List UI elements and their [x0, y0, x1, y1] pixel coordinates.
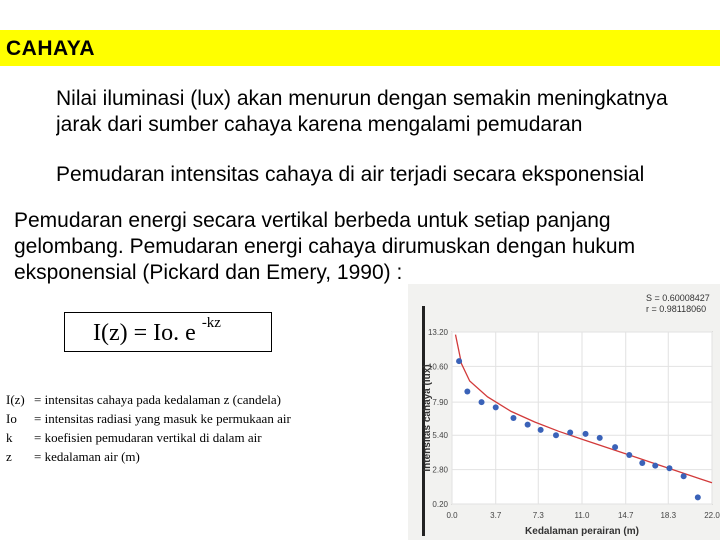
- x-tick-label: 14.7: [617, 511, 634, 520]
- y-tick-label: 0.20: [432, 500, 448, 509]
- data-point: [695, 494, 701, 500]
- slide-title: CAHAYA: [6, 37, 95, 60]
- data-point: [583, 431, 589, 437]
- x-tick-label: 0.0: [446, 511, 458, 520]
- y-tick-label: 7.90: [432, 398, 448, 408]
- data-point: [479, 399, 485, 405]
- data-point: [464, 389, 470, 395]
- paragraph-attenuation-text: Pemudaran intensitas cahaya di air terjadi secara eksponensial: [56, 163, 645, 186]
- data-point: [639, 460, 645, 466]
- definition-row: [6, 447, 291, 466]
- definition-symbol: I(z): [6, 392, 25, 407]
- data-point: [652, 463, 658, 469]
- definition-text: = koefisien pemudaran vertikal di dalam air: [34, 430, 262, 445]
- paragraph-energy-text: Pemudaran energi secara vertikal berbeda untuk setiap panjang gelombang. Pemudaran energi cahaya dirumuskan dengan hukum eksponensial (Pickard dan Emery, 1990) :: [14, 209, 636, 284]
- definition-text: = kedalaman air (m): [34, 449, 140, 464]
- y-tick-label: 2.80: [432, 465, 448, 475]
- data-point: [681, 473, 687, 479]
- y-tick-label: 5.40: [432, 431, 448, 441]
- formula-exponent: -kz: [201, 315, 221, 331]
- data-point: [612, 444, 618, 450]
- definitions-list: [6, 390, 291, 466]
- data-point: [456, 358, 462, 364]
- formula: [93, 315, 221, 347]
- data-point: [493, 404, 499, 410]
- x-tick-label: 3.7: [490, 511, 502, 520]
- stat-r: r = 0.98118060: [646, 304, 707, 314]
- definition-symbol: Io: [6, 411, 17, 426]
- intensity-depth-chart: [408, 284, 720, 540]
- paragraph-illumination-text: Nilai iluminasi (lux) akan menurun dengan semakin meningkatnya jarak dari sumber cahaya karena mengalami pemudaran: [56, 87, 668, 136]
- definition-text: = intensitas radiasi yang masuk ke permukaan air: [34, 411, 291, 426]
- x-axis-label: Kedalaman perairan (m): [525, 526, 639, 537]
- definition-row: [6, 428, 291, 447]
- stat-s: S = 0.60008427: [646, 293, 710, 303]
- data-point: [538, 427, 544, 433]
- definition-text: = intensitas cahaya pada kedalaman z (candela): [34, 392, 281, 407]
- definition-row: [6, 390, 291, 409]
- definition-symbol: k: [6, 430, 13, 445]
- data-point: [597, 435, 603, 441]
- data-point: [553, 432, 559, 438]
- data-point: [626, 452, 632, 458]
- data-point: [567, 430, 573, 436]
- title-bar: [0, 30, 720, 66]
- x-tick-label: 7.3: [532, 511, 544, 520]
- formula-base: I(z) = Io. e: [93, 320, 202, 346]
- data-point: [666, 465, 672, 471]
- y-axis-label: Intensitas cahaya (lux): [422, 364, 433, 472]
- x-tick-label: 22.0: [704, 511, 720, 520]
- y-tick-label: 10.60: [427, 362, 448, 372]
- definition-symbol: z: [6, 449, 12, 464]
- y-tick-label: 13.20: [427, 328, 448, 337]
- definition-row: [6, 409, 291, 428]
- paragraph-illumination: [56, 86, 676, 160]
- x-tick-label: 11.0: [574, 511, 590, 520]
- data-point: [525, 422, 531, 428]
- paragraph-attenuation: [56, 162, 676, 206]
- formula-box: [64, 312, 272, 352]
- x-tick-label: 18.3: [660, 511, 677, 520]
- data-point: [510, 415, 516, 421]
